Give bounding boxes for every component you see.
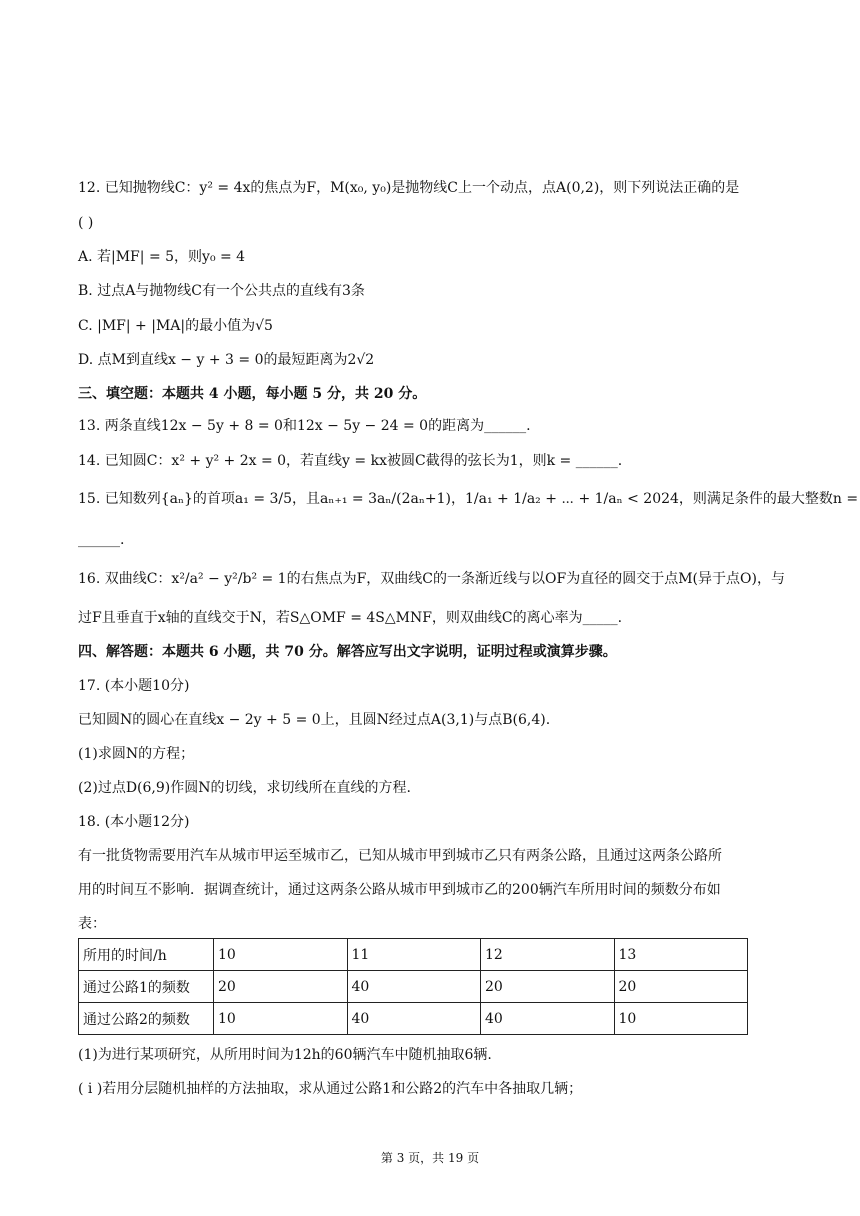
table-cell: 12 — [481, 939, 615, 971]
table-cell: 40 — [347, 1003, 481, 1035]
q18-part-1-i: ( i )若用分层随机抽样的方法抽取，求从通过公路1和公路2的汽车中各抽取几辆； — [78, 1081, 583, 1097]
q18-stem-line-3: 表： — [78, 916, 106, 932]
table-cell: 20 — [214, 971, 348, 1003]
q18-stem-line-1: 有一批货物需要用汽车从城市甲运至城市乙，已知从城市甲到城市乙只有两条公路，且通过这两条公路所 — [78, 848, 722, 864]
q17-part-2: (2)过点D(6,9)作圆N的切线，求切线所在直线的方程. — [78, 780, 411, 796]
q12-option-d: D. 点M到直线x − y + 3 = 0的最短距离为2√2 — [78, 352, 375, 368]
table-row — [79, 1003, 748, 1035]
q18-stem-line-2: 用的时间互不影响．据调查统计，通过这两条公路从城市甲到城市乙的200辆汽车所用时间的频数分布如 — [78, 882, 721, 898]
table-cell: 10 — [214, 1003, 348, 1035]
q16-continued: 过F且垂直于x轴的直线交于N，若S△OMF = 4S△MNF，则双曲线C的离心率为_____. — [78, 610, 623, 626]
q18-header: 18. (本小题12分) — [78, 814, 190, 830]
table-cell: 所用的时间/h — [79, 939, 214, 971]
q17-stem: 已知圆N的圆心在直线x − 2y + 5 = 0上，且圆N经过点A(3,1)与点B(6,4). — [78, 712, 551, 728]
table-cell: 40 — [347, 971, 481, 1003]
q18-part-1: (1)为进行某项研究，从所用时间为12h的60辆汽车中随机抽取6辆. — [78, 1047, 492, 1063]
page-footer: 第 3 页，共 19 页 — [380, 1151, 480, 1165]
q16: 16. 双曲线C：x²/a² − y²/b² = 1的右焦点为F，双曲线C的一条渐近线与以OF为直径的圆交于点M(异于点O)，与 — [78, 571, 785, 587]
table-cell: 11 — [347, 939, 481, 971]
q12-option-c: C. |MF| + |MA|的最小值为√5 — [78, 318, 273, 334]
q15: 15. 已知数列{aₙ}的首项a₁ = 3/5，且aₙ₊₁ = 3aₙ/(2aₙ+1)，1/a₁ + 1/a₂ + ⋯ + 1/aₙ < 2024，则满足条件的最大整数n = — [78, 491, 859, 507]
q12-answer-paren: ( ) — [78, 215, 94, 231]
table-cell: 13 — [614, 939, 748, 971]
table-row — [79, 939, 748, 971]
frequency-table — [78, 938, 748, 1035]
table-cell: 20 — [481, 971, 615, 1003]
q12-option-b: B. 过点A与抛物线C有一个公共点的直线有3条 — [78, 283, 365, 299]
q12-option-a: A. 若|MF| = 5，则y₀ = 4 — [78, 249, 246, 265]
table-cell: 10 — [214, 939, 348, 971]
section-4-heading: 四、解答题：本题共 6 小题，共 70 分。解答应写出文字说明，证明过程或演算步骤。 — [78, 644, 617, 660]
q17-header: 17. (本小题10分) — [78, 678, 190, 694]
table-cell: 通过公路2的频数 — [79, 1003, 214, 1035]
q15-blank: ______. — [78, 532, 125, 548]
table-row — [79, 971, 748, 1003]
table-cell: 通过公路1的频数 — [79, 971, 214, 1003]
table-cell: 40 — [481, 1003, 615, 1035]
section-3-heading: 三、填空题：本题共 4 小题，每小题 5 分，共 20 分。 — [78, 386, 427, 402]
q14: 14. 已知圆C：x² + y² + 2x = 0，若直线y = kx被圆C截得的弦长为1，则k = ______. — [78, 453, 623, 469]
q12-stem: 12. 已知抛物线C：y² = 4x的焦点为F，M(x₀, y₀)是抛物线C上一个动点，点A(0,2)，则下列说法正确的是 — [78, 180, 740, 196]
table-cell: 20 — [614, 971, 748, 1003]
q13: 13. 两条直线12x − 5y + 8 = 0和12x − 5y − 24 = 0的距离为______. — [78, 418, 531, 434]
q17-part-1: (1)求圆N的方程； — [78, 746, 195, 762]
table-cell: 10 — [614, 1003, 748, 1035]
